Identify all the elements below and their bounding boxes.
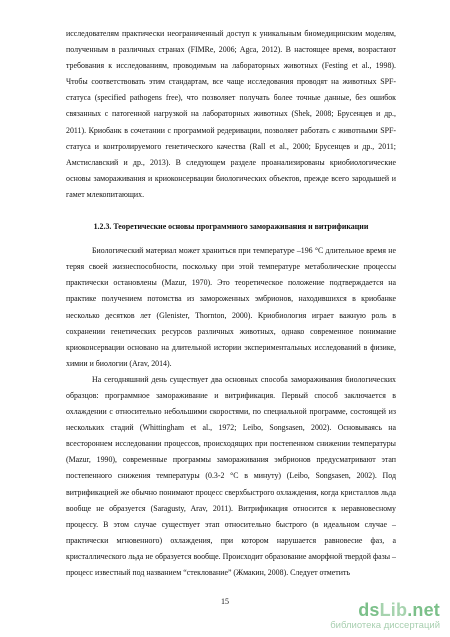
page-number: 15: [221, 597, 229, 606]
watermark-logo: dsLib.net: [358, 600, 440, 620]
intro-paragraph: исследователям практически неограниченный доступ к уникальным биомедицинским моделям, полученным в различных странах (FIMRe, 2006; Agca, 2012). В настоящее время, возрастают требования к исследованиям, проводимым на лабораторных животных (Festing et al., 1998). Чтобы соответствовать этим стандартам, все чаще исследования проводят на животных SPF-статуса (specified pathogens free), что позволяет получать более точные данные, без ошибок связанных с патогенной нагрузкой на лабораторных животных (Shek, 2008; Брусенцев и др., 2011). Криобанк в сочетании с программой редеривации, позволяет работать с животными SPF-статуса и контролируемого генетического качества (Rall et al., 2000; Брусенцев и др., 2011; Амстиславский и др., 2013). В следующем разделе проанализированы криобиологические основы замораживания и криоконсервации биологических объектов, прежде всего зародышей и гамет млекопитающих.: [66, 29, 396, 199]
paragraph-2: На сегодняшний день существует два основных способа замораживания биологических образцов: программное замораживание и витрификация. Первый способ заключается в охлаждении с относительно небольшими скоростями, по специальной программе, состоящей из нескольких стадий (Whittingham et al., 1972; Leibo, Songsasen, 2002). Основываясь на всестороннем исследовании процессов, происходящих при постепенном снижении температуры (Mazur, 1990), современные программы замораживания эмбрионов предусматривают этап постепенного снижения температуры (0.3-2 °C в минуту) (Leibo, Songsasen, 2002). Под витрификацией же обычно понимают процесс сверхбыстрого охлаждения, когда кристаллов льда вообще не образуется (Saragusty, Arav, 2011). Витрификация относится к неравновесному процессу. В этом случае существует этап относительно быстрого (в идеальном случае – практически мгновенного) охлаждения, при котором нарушается равновесие фаз, а кристаллического льда не образуется вообще. Происходит образование аморфной твердой фазы – процесс известный под названием “стеклование” (Жмакин, 2008). Следует отметить: [66, 374, 396, 577]
watermark-caption: библиотека диссертаций: [330, 620, 440, 631]
dslib-watermark: [330, 600, 440, 631]
document-page: [66, 26, 396, 581]
section-heading: 1.2.3. Теоретические основы программного замораживания и витрификации: [93, 222, 369, 232]
paragraph-1: Биологический материал может храниться при температуре –196 °C длительное время не теряя своей жизнеспособности, поскольку при этой температуре метаболические процессы практически остановлены (Mazur, 1970). Это теоретическое положение подтверждается на практике получением потомства из замороженных эмбрионов, находившихся в криобанке несколько десятков лет (Glenister, Thornton, 2000). Криобиология играет важную роль в сохранении генетических ресурсов различных животных, однако современное понимание криоконсервации основано на длительной истории экспериментальных исследований в физике, химии и биологии (Arav, 2014).: [66, 246, 396, 368]
